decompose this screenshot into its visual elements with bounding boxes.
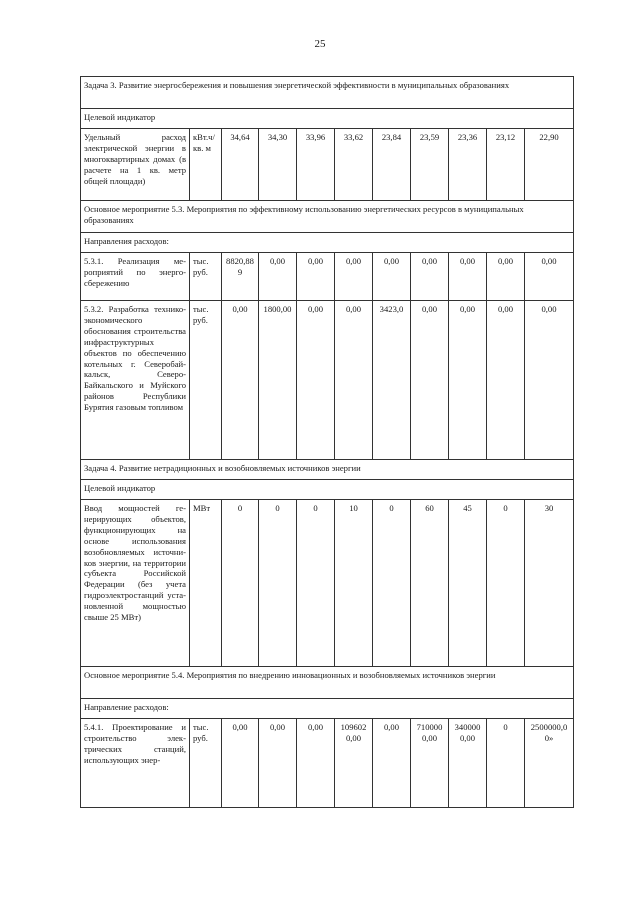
unit-cell: тыс. руб. <box>190 301 222 460</box>
main-activity-5-4-row <box>81 667 574 699</box>
target-indicator-row <box>81 480 574 500</box>
activity-name: 5.4.1. Проектирование и строительство электрических станций, использующих энер- <box>81 719 190 808</box>
section-label: Целевой индикатор <box>81 480 574 500</box>
main-activity-heading: Основное мероприятие 5.3. Мероприятия по эффективному использованию энергетических ресурсов в муниципальных образованиях <box>81 201 574 233</box>
table-row <box>81 129 574 201</box>
value-cell: 0,00 <box>259 719 297 808</box>
indicator-name: Ввод мощностей генерирующих объектов, функционирующих на основе использования возобновляемых источников энергии, на территории субъекта Российской Федерации (без учета гидроэлектростанций установленной мощностью свыше 25 МВт) <box>81 500 190 667</box>
task-heading: Задача 3. Развитие энергосбережения и повышения энергетической эффективности в муниципальных образованиях <box>81 77 574 109</box>
value-cell: 0,00 <box>487 301 525 460</box>
main-activity-5-3-row <box>81 201 574 233</box>
main-activity-heading: Основное мероприятие 5.4. Мероприятия по внедрению инновационных и возобновляемых источников энергии <box>81 667 574 699</box>
value-cell: 60 <box>411 500 449 667</box>
value-cell: 2500000,00» <box>525 719 574 808</box>
value-cell: 45 <box>449 500 487 667</box>
value-cell: 10 <box>335 500 373 667</box>
expense-directions-row <box>81 233 574 253</box>
section-label: Целевой индикатор <box>81 109 574 129</box>
value-cell: 0,00 <box>297 301 335 460</box>
value-cell: 0 <box>373 500 411 667</box>
value-cell: 23,84 <box>373 129 411 201</box>
value-cell: 33,96 <box>297 129 335 201</box>
task-4-row <box>81 460 574 480</box>
value-cell: 0,00 <box>411 301 449 460</box>
activity-name: 5.3.2. Разработка технико-экономического обоснования строительства инфраструктурных объектов по обеспечению котельных г. Северобайкальск, Северо-Байкальского и Муйского районов Республики Бурятия газовым топливом <box>81 301 190 460</box>
value-cell: 0,00 <box>411 253 449 301</box>
value-cell: 3400000,00 <box>449 719 487 808</box>
unit-cell: тыс. руб. <box>190 253 222 301</box>
value-cell: 3423,0 <box>373 301 411 460</box>
value-cell: 23,12 <box>487 129 525 201</box>
value-cell: 0 <box>222 500 259 667</box>
value-cell: 8820,889 <box>222 253 259 301</box>
section-label: Направление расходов: <box>81 699 574 719</box>
table-row <box>81 301 574 460</box>
value-cell: 1096020,00 <box>335 719 373 808</box>
value-cell: 0,00 <box>222 719 259 808</box>
unit-cell: МВт <box>190 500 222 667</box>
value-cell: 34,30 <box>259 129 297 201</box>
value-cell: 7100000,00 <box>411 719 449 808</box>
value-cell: 0,00 <box>373 719 411 808</box>
value-cell: 22,90 <box>525 129 574 201</box>
expense-direction-row <box>81 699 574 719</box>
program-table <box>80 76 574 808</box>
value-cell: 23,36 <box>449 129 487 201</box>
table-row <box>81 500 574 667</box>
unit-cell: тыс. руб. <box>190 719 222 808</box>
value-cell: 0,00 <box>449 253 487 301</box>
value-cell: 0 <box>259 500 297 667</box>
value-cell: 0 <box>487 719 525 808</box>
task-heading: Задача 4. Развитие нетрадиционных и возобновляемых источников энергии <box>81 460 574 480</box>
value-cell: 1800,00 <box>259 301 297 460</box>
indicator-name: Удельный расход электрической энергии в многоквартирных домах (в расчете на 1 кв. метр общей площади) <box>81 129 190 201</box>
value-cell: 0,00 <box>525 253 574 301</box>
value-cell: 0,00 <box>373 253 411 301</box>
value-cell: 0,00 <box>335 253 373 301</box>
value-cell: 0,00 <box>335 301 373 460</box>
table-row <box>81 253 574 301</box>
section-label: Направления расходов: <box>81 233 574 253</box>
page-number: 25 <box>314 38 326 50</box>
value-cell: 34,64 <box>222 129 259 201</box>
task-3-row <box>81 77 574 109</box>
value-cell: 0 <box>487 500 525 667</box>
value-cell: 0,00 <box>297 719 335 808</box>
value-cell: 30 <box>525 500 574 667</box>
activity-name: 5.3.1. Реализация мероприятий по энергосбережению <box>81 253 190 301</box>
value-cell: 0,00 <box>487 253 525 301</box>
value-cell: 0,00 <box>259 253 297 301</box>
table-row <box>81 719 574 808</box>
value-cell: 0,00 <box>525 301 574 460</box>
value-cell: 0,00 <box>297 253 335 301</box>
value-cell: 23,59 <box>411 129 449 201</box>
value-cell: 0,00 <box>449 301 487 460</box>
target-indicator-row <box>81 109 574 129</box>
value-cell: 0,00 <box>222 301 259 460</box>
value-cell: 0 <box>297 500 335 667</box>
unit-cell: кВт.ч/ кв. м <box>190 129 222 201</box>
value-cell: 33,62 <box>335 129 373 201</box>
